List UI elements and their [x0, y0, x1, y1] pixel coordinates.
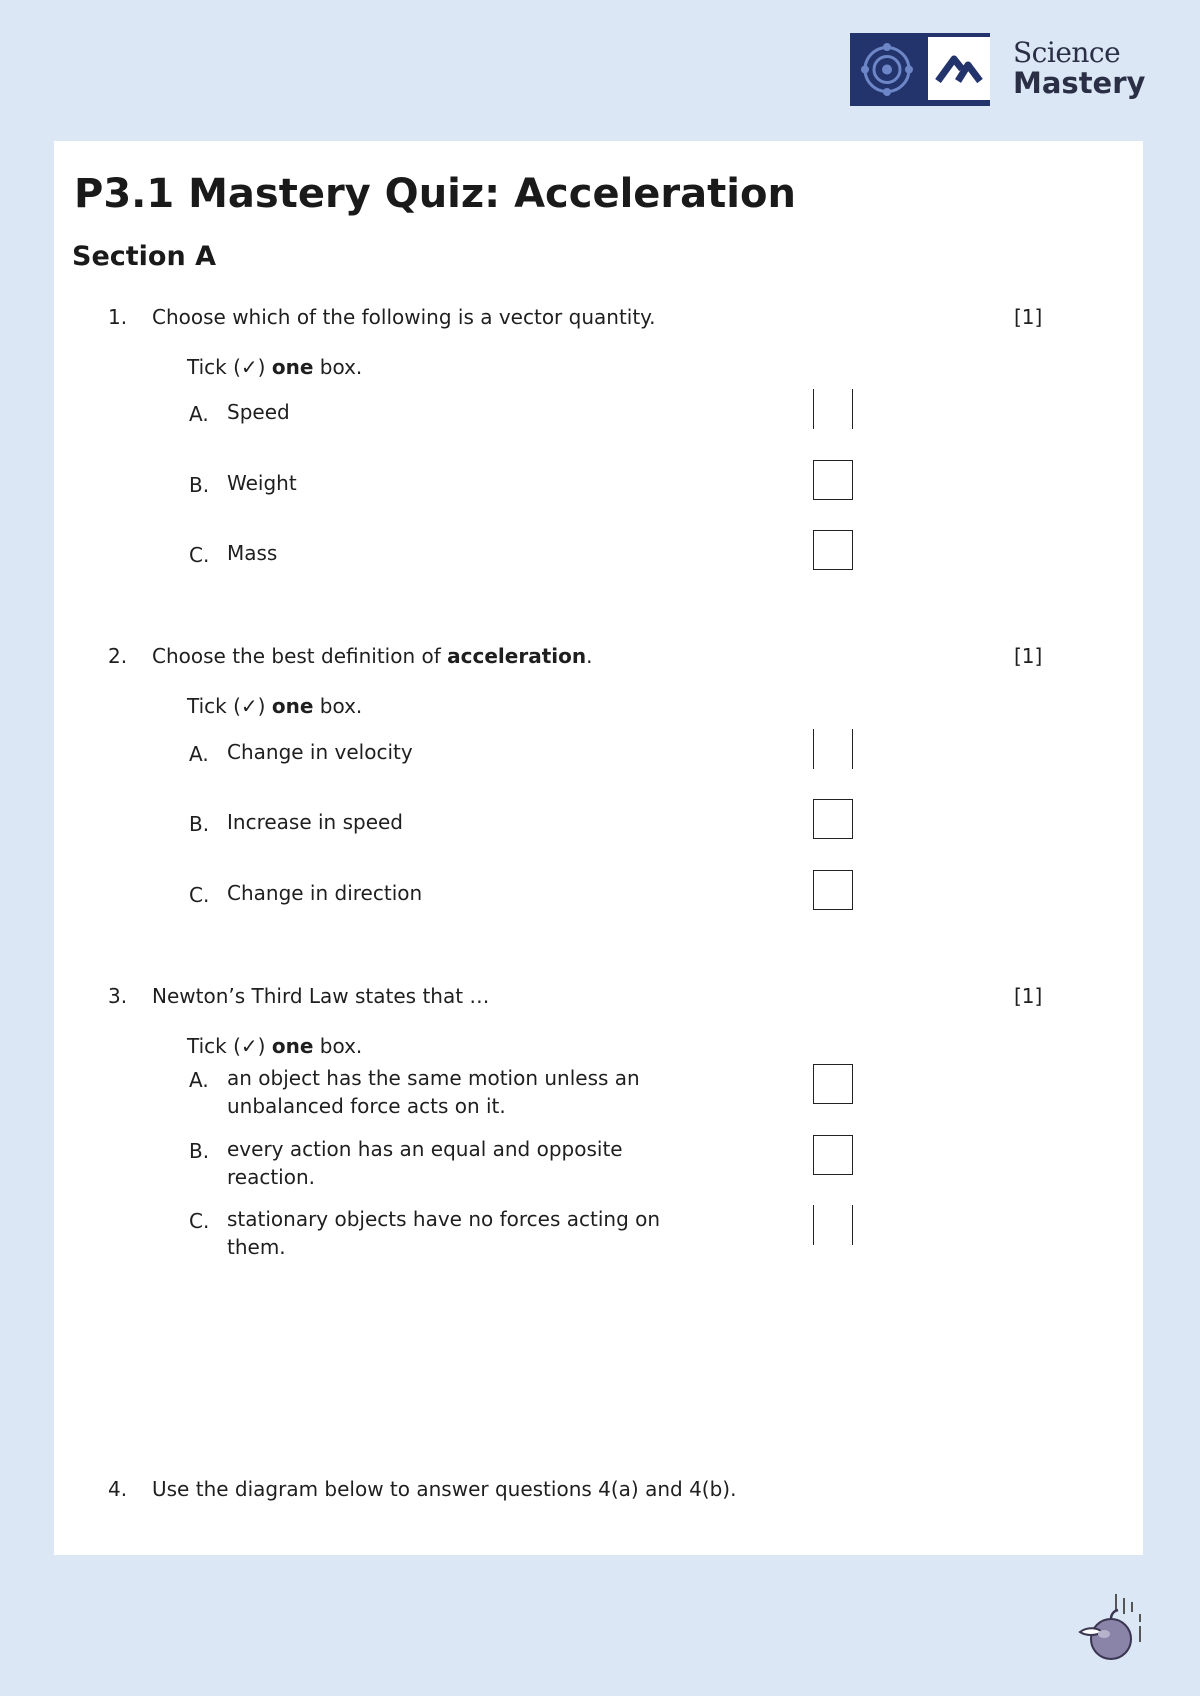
falling-apple-icon	[1074, 1592, 1144, 1662]
tick-instruction: Tick (✓) one box.	[187, 1034, 363, 1058]
answer-checkbox[interactable]	[813, 1135, 853, 1175]
option-c: C. Change in direction	[189, 883, 889, 927]
answer-checkbox[interactable]	[813, 1205, 853, 1245]
option-b: B. Increase in speed	[189, 812, 889, 856]
atom-icon	[850, 33, 924, 106]
option-a: A. an object has the same motion unless an unbalanced force acts on it.	[189, 1068, 889, 1128]
question-marks: [1]	[1014, 984, 1043, 1008]
option-a: A. Change in velocity	[189, 742, 889, 786]
brand-name-science: Science	[1013, 36, 1121, 69]
question-marks: [1]	[1014, 644, 1043, 668]
section-heading: Section A	[72, 241, 216, 272]
tick-instruction: Tick (✓) one box.	[187, 355, 363, 379]
answer-checkbox[interactable]	[813, 1064, 853, 1104]
answer-checkbox[interactable]	[813, 530, 853, 570]
option-c: C. stationary objects have no forces acting on them.	[189, 1209, 889, 1269]
check-icon: ✓	[240, 694, 258, 718]
answer-checkbox[interactable]	[813, 729, 853, 769]
question-number: 2.	[108, 644, 128, 668]
brand-name-mastery: Mastery	[1013, 66, 1146, 100]
question-stem: Use the diagram below to answer questions 4(a) and 4(b).	[152, 1477, 737, 1501]
answer-checkbox[interactable]	[813, 870, 853, 910]
option-b: B. Weight	[189, 473, 889, 517]
question-stem: Choose which of the following is a vector quantity.	[152, 305, 656, 329]
science-mastery-logo	[850, 33, 1145, 106]
option-b: B. every action has an equal and opposite reaction.	[189, 1139, 889, 1199]
tick-instruction: Tick (✓) one box.	[187, 694, 363, 718]
question-stem: Choose the best definition of acceleration.	[152, 644, 593, 668]
option-c: C. Mass	[189, 543, 889, 587]
question-marks: [1]	[1014, 305, 1043, 329]
question-stem: Newton’s Third Law states that …	[152, 984, 490, 1008]
answer-checkbox[interactable]	[813, 799, 853, 839]
check-icon: ✓	[240, 355, 258, 379]
question-number: 3.	[108, 984, 128, 1008]
option-a: A. Speed	[189, 402, 889, 446]
answer-checkbox[interactable]	[813, 389, 853, 429]
mountain-chevron-icon	[928, 37, 990, 100]
quiz-page	[54, 141, 1143, 1555]
question-number: 4.	[108, 1477, 128, 1501]
answer-checkbox[interactable]	[813, 460, 853, 500]
question-number: 1.	[108, 305, 128, 329]
page-title: P3.1 Mastery Quiz: Acceleration	[74, 171, 796, 217]
check-icon: ✓	[240, 1034, 258, 1058]
